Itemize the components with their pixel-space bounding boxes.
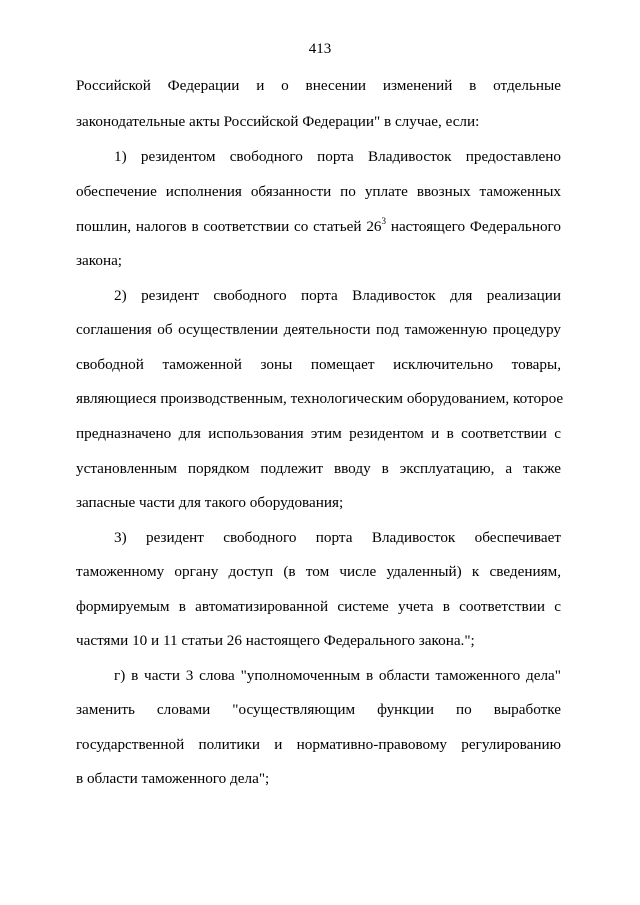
text-line: закона;: [76, 252, 123, 269]
text-line: формируемым в автоматизированной системе учета в соответствии с: [76, 598, 561, 615]
text-line: соглашения об осуществлении деятельности под таможенную процедуру: [76, 321, 561, 338]
text-line: 3) резидент свободного порта Владивосток обеспечивает: [114, 529, 561, 546]
page-number: 413: [308, 41, 332, 57]
text-line: государственной политики и нормативно-правовому регулированию: [76, 736, 561, 753]
article-superscript: 3: [381, 216, 387, 226]
text-line: обеспечение исполнения обязанности по уплате ввозных таможенных: [76, 183, 561, 200]
text-line: установленным порядком подлежит вводу в эксплуатацию, а также: [76, 460, 561, 477]
text-line: законодательные акты Российской Федерации" в случае, если:: [76, 113, 480, 130]
text-line: являющиеся производственным, технологическим оборудованием, которое: [76, 390, 564, 407]
text-line: заменить словами "осуществляющим функции по выработке: [76, 701, 561, 718]
text-line: свободной таможенной зоны помещает исключительно товары,: [76, 356, 561, 373]
text-line-with-superscript: [76, 218, 561, 236]
text-line: 2) резидент свободного порта Владивосток для реализации: [114, 287, 561, 304]
text-line: предназначено для использования этим резидентом и в соответствии с: [76, 425, 561, 442]
text-line: частями 10 и 11 статьи 26 настоящего Федерального закона.";: [76, 632, 475, 649]
text-line: 1) резидентом свободного порта Владивосток предоставлено: [114, 148, 561, 165]
text-line: г) в части 3 слова "уполномоченным в области таможенного дела": [114, 667, 561, 684]
text-run: настоящего Федерального: [386, 218, 561, 235]
text-line: Российской Федерации и о внесении изменений в отдельные: [76, 77, 561, 94]
text-line: таможенному органу доступ (в том числе удаленный) к сведениям,: [76, 563, 561, 580]
text-line: запасные части для такого оборудования;: [76, 494, 344, 511]
text-line: в области таможенного дела";: [76, 770, 270, 787]
text-run: пошлин, налогов в соответствии со статьей 26: [76, 218, 382, 235]
